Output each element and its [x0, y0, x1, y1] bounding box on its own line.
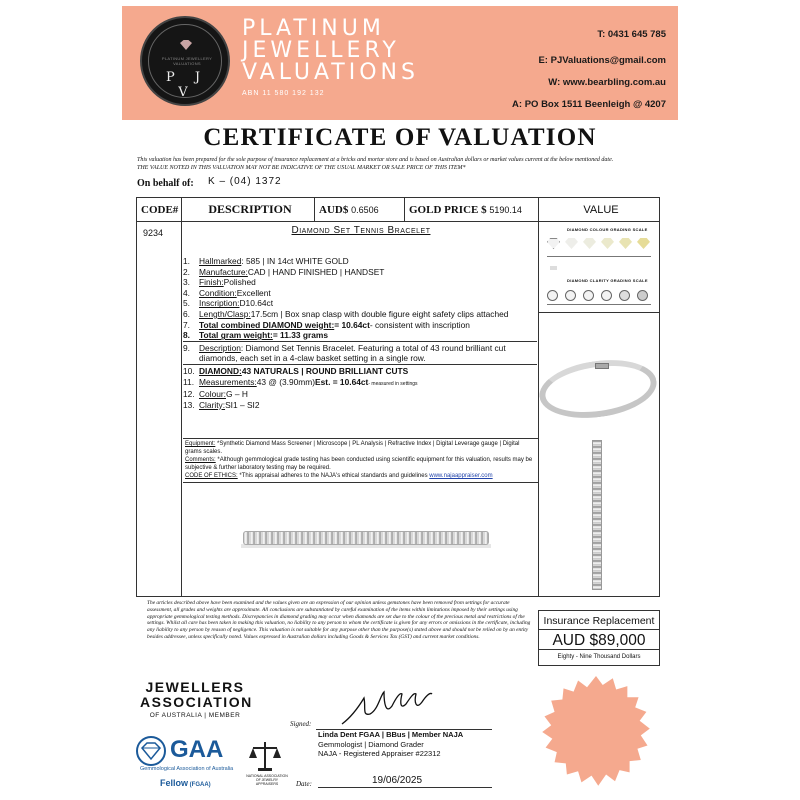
attr-row: 2. Manufacture: CAD | HAND FINISHED | HANDSET [183, 266, 385, 277]
diamond-icon [601, 238, 614, 249]
diamond-icon [583, 238, 596, 249]
insurance-amount-words: Eighty - Nine Thousand Dollars [557, 654, 641, 660]
attr-row: 13. Clarity: SI1 – SI2 [183, 399, 260, 410]
scale-line [547, 256, 651, 257]
page-title: CERTIFICATE OF VALUATION [203, 124, 597, 151]
abn-number: ABN 11 580 192 132 [242, 90, 325, 97]
scales-icon [247, 738, 283, 774]
valuation-table [136, 197, 660, 597]
header-gold-label: GOLD PRICE $ [409, 203, 487, 216]
header-description: DESCRIPTION [182, 198, 315, 222]
logo-initials: P J V [165, 70, 209, 100]
contact-address: A: PO Box 1511 Beenleigh @ 4207 [512, 99, 666, 110]
attribute-list [183, 256, 537, 410]
comments-note: Comments: *Although gemmological grade testing has been conducted using scientific equipment for this valuation, results may be subjective & further laboratory testing may be required. [185, 457, 533, 471]
attr-row: 10. DIAMOND: 43 NATURALS | ROUND BRILLIANT CUTS [183, 364, 537, 377]
attr-row: 12. Colour: G – H [183, 389, 248, 400]
clarity-icon [619, 290, 630, 301]
attr-row: 4. Condition: Excellent [183, 287, 271, 298]
diamond-icon [565, 238, 578, 249]
brand-line-3: VALUATIONS [242, 60, 419, 85]
header-aud [315, 198, 405, 222]
header-value: VALUE [539, 198, 659, 222]
contact-email[interactable]: E: PJValuations@gmail.com [538, 55, 666, 66]
colour-chart-title: DIAMOND COLOUR GRADING SCALE [567, 227, 648, 232]
naja-logo-text: NATIONAL ASSOCIATION OF JEWELRY APPRAISERS [246, 774, 288, 786]
brand-name [242, 18, 419, 84]
attr-row: 3. Finish: Polished [183, 277, 256, 288]
attr-row: 1. Hallmarked : 585 | IN 14ct WHITE GOLD [183, 256, 349, 266]
signature-image [340, 688, 440, 728]
insurance-box [538, 610, 660, 666]
diamond-icon [637, 238, 650, 249]
column-divider [538, 222, 539, 596]
insurance-label: Insurance Replacement [543, 615, 655, 627]
testing-notes [183, 438, 539, 483]
jaa-line-2: ASSOCIATION [140, 694, 253, 710]
bracelet-photo-vertical [592, 440, 602, 590]
clarity-icon [547, 290, 558, 301]
clarity-icon [637, 290, 648, 301]
clarity-chart-title: DIAMOND CLARITY GRADING SCALE [567, 278, 648, 283]
header-code: CODE# [137, 198, 182, 222]
fellow-label: Fellow (FGAA) [160, 778, 211, 788]
attr-row: 5. Inscription: D10.64ct [183, 298, 274, 309]
attr-row: 9. Description: Diamond Set Tennis Bracelet. Featuring a total of 43 round brilliant cut diamonds, each set in a 4-claw basket setting in a single row. [183, 341, 537, 364]
jaa-logo [140, 679, 253, 719]
signatory-role-2: NAJA - Registered Appraiser #22312 [318, 749, 441, 758]
diamond-icon [547, 238, 560, 249]
ethics-note: CODE OF ETHICS: *This appraisal adheres to the NAJA's ethical standards and guidelines www.najaappraiser.com [185, 473, 493, 479]
clarity-icon [565, 290, 576, 301]
gaa-diamond-icon [136, 736, 166, 766]
item-title: Diamond Set Tennis Bracelet [291, 225, 431, 236]
preamble [137, 156, 677, 172]
equipment-note: Equipment: *Synthetic Diamond Mass Screener | Microscope | PL Analysis | Refractive Index | Digital Leverage gauge | Digital grams scales. [185, 441, 520, 455]
item-code: 9234 [143, 228, 164, 238]
attr-row: 6. Length/Clasp: 17.5cm | Box snap clasp with double figure eight safety clips attached [183, 308, 509, 319]
valuation-date: 19/06/2025 [372, 775, 423, 786]
jaa-line-3: OF AUSTRALIA | MEMBER [149, 712, 241, 719]
contact-phone: T: 0431 645 785 [597, 29, 666, 40]
brand-line-2: JEWELLERY [242, 38, 400, 63]
clarity-icon [601, 290, 612, 301]
header-gold [405, 198, 539, 222]
header-aud-value: 0.6506 [351, 204, 379, 215]
disclaimer: The articles described above have been examined and the values given are an expression of our opinion unless gemstones have been removed from settings for accurate assessment, all grades and weights are approximate. All conclusions are substantiated by careful examination of the items within limitations imposed by their settings using appropriate gemmological testing methods. Discrepancies in diamond grading may occur when diamonds are set due to the colour of the precious metal and restrictions of the settings. Whilst all care has been taken in making this valuation, no liability to any person to whom the certificate is given for any errors or omissions in the certificate, including any liability to any person by reason of negligence. This valuation is not suitable for any purpose other than the purpose(s) stated above and should not be relied on by an entity besides addressee, unless specifically noted. Values expressed in Australian dollars including Goods & Services Tax (GST) and current market conditions. [147, 600, 531, 640]
scale-line [547, 304, 651, 305]
brand-line-1: PLATINUM [242, 16, 385, 41]
clarity-icon [583, 290, 594, 301]
attr-row: 8. Total gram weight: = 11.33 grams [183, 330, 329, 341]
date-label: Date: [296, 780, 312, 788]
date-line [318, 787, 492, 788]
on-behalf-value: K – (04) 1372 [208, 176, 282, 187]
insurance-amount: AUD $89,000 [539, 629, 659, 650]
gaa-logo-text: GAA [170, 736, 224, 763]
contact-web[interactable]: W: www.bearbling.com.au [548, 77, 666, 88]
diamond-icon [619, 238, 632, 249]
pjv-logo [140, 16, 230, 106]
row-divider [538, 312, 660, 313]
scale-marker [550, 266, 557, 270]
certificate-seal [540, 676, 652, 788]
jaa-line-1: JEWELLERS [145, 679, 245, 695]
attr-row: 7. Total combined DIAMOND weight: = 10.64ct - consistent with inscription [183, 319, 470, 330]
signatory-credentials [318, 740, 441, 758]
attr-row: 11. Measurements: 43 @ (3.90mm) Est. = 10.64ct - measured in settings [183, 376, 418, 387]
header-aud-label: AUD$ [319, 203, 349, 216]
header-gold-value: 5190.14 [489, 204, 522, 215]
logo-ring-text: PLATINUM JEWELLERY VALUATIONS [161, 56, 213, 66]
header-banner [122, 6, 678, 120]
bracelet-clasp [595, 363, 609, 369]
preamble-line-1: This valuation has been prepared for the sole purpose of insurance replacement at a bricks and mortar store and is based on Australian dollars or market values current at the below mentioned date. [137, 157, 614, 163]
bracelet-photo-horizontal [243, 531, 489, 545]
signatory-role-1: Gemmologist | Diamond Grader [318, 740, 424, 749]
column-divider [181, 222, 182, 596]
naja-link[interactable]: www.najaappraiser.com [429, 473, 493, 479]
preamble-line-2: THE VALUE NOTED IN THIS VALUATION MAY NOT BE INDICATIVE OF THE USUAL MARKET OR SALE PRICE OF THIS ITEM* [137, 165, 466, 171]
on-behalf-label: On behalf of: [137, 178, 194, 189]
signatory-name: Linda Dent FGAA | BBus | Member NAJA [318, 730, 464, 739]
gaa-subtitle: Gemmological Association of Australia [140, 766, 234, 772]
signed-label: Signed: [290, 720, 312, 728]
